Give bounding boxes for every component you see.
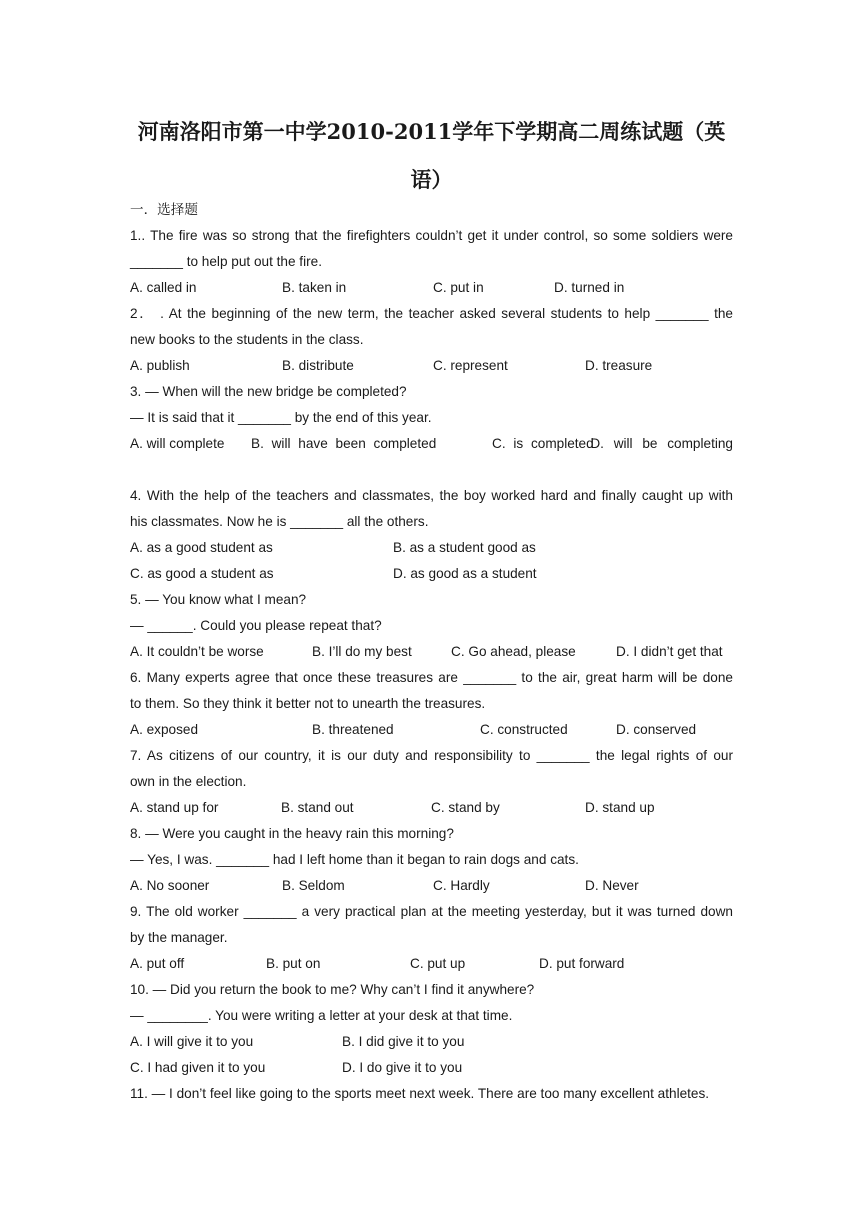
question-4-stem-line-2: his classmates. Now he is _______ all the others.	[130, 514, 429, 529]
question-7-option-d: D. stand up	[585, 800, 655, 815]
question-1-option-c: C. put in	[433, 280, 484, 295]
question-5-option-d: D. I didn’t get that	[616, 644, 723, 659]
question-6-stem-line-2: to them. So they think it better not to unearth the treasures.	[130, 696, 486, 711]
question-1-option-a: A. called in	[130, 280, 197, 295]
question-10-option-b: B. I did give it to you	[342, 1034, 465, 1049]
question-5-option-b: B. I’ll do my best	[312, 644, 412, 659]
question-5-option-a: A. It couldn’t be worse	[130, 644, 264, 659]
question-3-stem-line-2: — It is said that it _______ by the end of this year.	[130, 410, 432, 425]
question-3-option-b: B. will have been completed	[251, 436, 437, 451]
question-7-option-a: A. stand up for	[130, 800, 219, 815]
question-6-option-c: C. constructed	[480, 722, 568, 737]
question-1-option-b: B. taken in	[282, 280, 347, 295]
question-8-stem-line-1: 8. — Were you caught in the heavy rain this morning?	[130, 826, 454, 841]
question-2-option-b: B. distribute	[282, 358, 354, 373]
question-2-option-d: D. treasure	[585, 358, 653, 373]
question-5-stem-line-1: 5. — You know what I mean?	[130, 592, 307, 607]
question-11-stem-line-1: 11. — I don’t feel like going to the sports meet next week. There are too many excellent athletes.	[130, 1086, 710, 1101]
question-6-option-b: B. threatened	[312, 722, 394, 737]
question-1-stem-line-1: 1.. The fire was so strong that the firefighters couldn’t get it under control, so some soldiers were	[130, 228, 733, 243]
question-1-option-d: D. turned in	[554, 280, 625, 295]
question-2-option-c: C. represent	[433, 358, 508, 373]
question-10-stem-line-1: 10. — Did you return the book to me? Why can’t I find it anywhere?	[130, 982, 535, 997]
question-2-stem-line-1: 2． . At the beginning of the new term, the teacher asked several students to help _______ the	[130, 306, 733, 321]
question-3-option-c: C. is completed	[492, 436, 594, 451]
question-3-option-a: A. will complete	[130, 436, 225, 451]
question-10-option-c: C. I had given it to you	[130, 1060, 266, 1075]
question-8-stem-line-2: — Yes, I was. _______ had I left home than it began to rain dogs and cats.	[130, 852, 579, 867]
question-10-option-d: D. I do give it to you	[342, 1060, 463, 1075]
question-9-option-a: A. put off	[130, 956, 185, 971]
question-6-option-a: A. exposed	[130, 722, 199, 737]
question-7-stem-line-1: 7. As citizens of our country, it is our duty and responsibility to _______ the legal rights of our	[130, 748, 733, 763]
question-8-option-a: A. No sooner	[130, 878, 210, 893]
question-9-option-b: B. put on	[266, 956, 321, 971]
question-3-option-d-text: D. will be completing	[590, 436, 733, 451]
question-7-option-b: B. stand out	[281, 800, 354, 815]
question-4-stem-line-1: 4. With the help of the teachers and classmates, the boy worked hard and finally caught up with	[130, 488, 733, 503]
question-1-stem-line-2: _______ to help put out the fire.	[130, 254, 322, 269]
question-9-stem-line-1: 9. The old worker _______ a very practical plan at the meeting yesterday, but it was turned down	[130, 904, 733, 919]
question-6-stem-line-1: 6. Many experts agree that once these treasures are _______ to the air, great harm will be done	[130, 670, 733, 685]
question-7-option-c: C. stand by	[431, 800, 500, 815]
question-10-stem-line-2: — ________. You were writing a letter at your desk at that time.	[130, 1008, 513, 1023]
question-7-stem-line-2: own in the election.	[130, 774, 247, 789]
section-heading: 一．选择题	[130, 202, 198, 217]
question-9-option-c: C. put up	[410, 956, 466, 971]
question-5-option-c: C. Go ahead, please	[451, 644, 576, 659]
question-4-option-b: B. as a student good as	[393, 540, 536, 555]
question-2-stem-line-2: new books to the students in the class.	[130, 332, 364, 347]
question-4-option-c: C. as good a student as	[130, 566, 274, 581]
question-4-option-a: A. as a good student as	[130, 540, 273, 555]
question-8-option-c: C. Hardly	[433, 878, 490, 893]
question-10-option-a: A. I will give it to you	[130, 1034, 254, 1049]
question-9-option-d: D. put forward	[539, 956, 625, 971]
question-8-option-d: D. Never	[585, 878, 639, 893]
question-8-option-b: B. Seldom	[282, 878, 345, 893]
question-4-option-d: D. as good as a student	[393, 566, 537, 581]
question-2-option-a: A. publish	[130, 358, 190, 373]
page-title: 河南洛阳市第一中学2010-2011学年下学期高二周练试题（英语）	[137, 119, 726, 192]
question-9-stem-line-2: by the manager.	[130, 930, 228, 945]
question-6-option-d: D. conserved	[616, 722, 697, 737]
question-5-stem-line-2: — ______. Could you please repeat that?	[130, 618, 382, 633]
question-3-stem-line-1: 3. — When will the new bridge be completed?	[130, 384, 407, 399]
